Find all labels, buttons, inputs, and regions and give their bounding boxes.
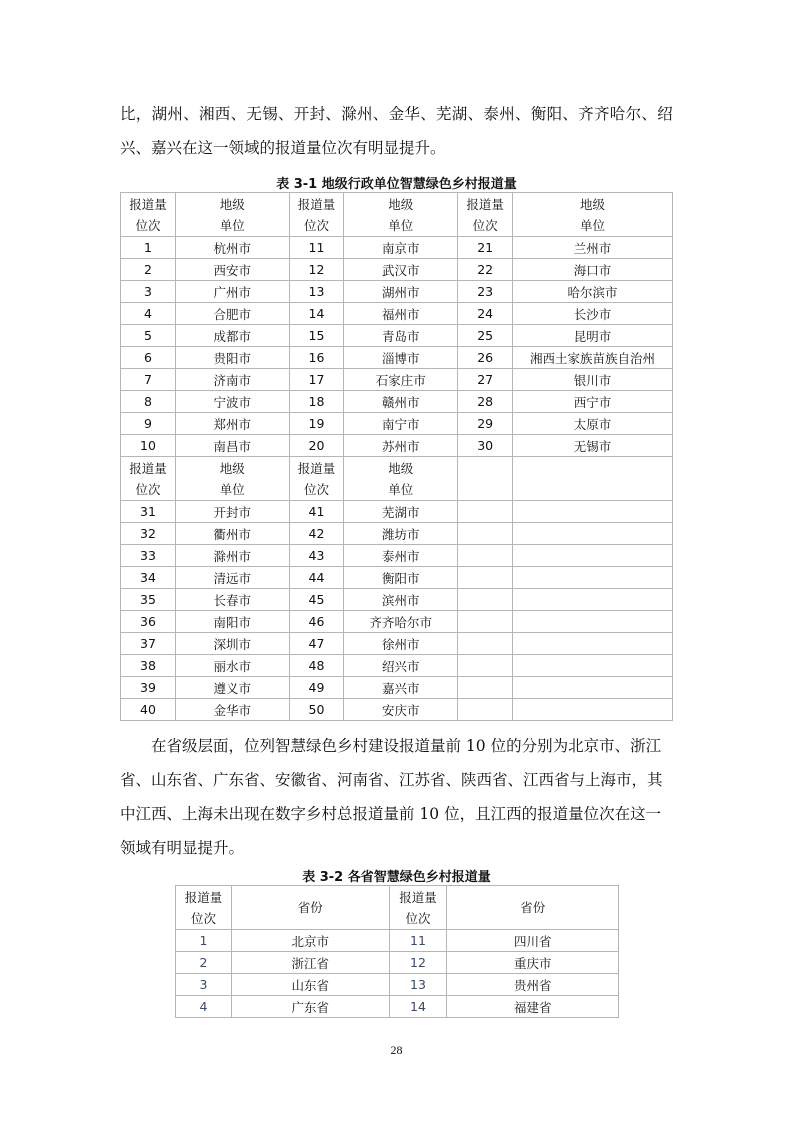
table-2-header-row (176, 886, 619, 930)
table-1-row (121, 655, 673, 677)
rank-cell: 1 (176, 930, 232, 952)
unit-name-cell: 滨州市 (344, 589, 458, 611)
rank-header (389, 886, 447, 930)
rank-cell: 3 (121, 281, 176, 303)
rank-cell: 18 (289, 391, 344, 413)
table-1-body (121, 193, 673, 721)
unit-name-cell: 湖州市 (344, 281, 458, 303)
rank-cell: 5 (121, 325, 176, 347)
unit-name-cell: 绍兴市 (344, 655, 458, 677)
unit-name-cell: 深圳市 (175, 633, 289, 655)
table-1-row (121, 259, 673, 281)
table-1-row (121, 391, 673, 413)
unit-header-line2: 单位 (388, 217, 414, 233)
unit-name-cell: 衢州市 (175, 523, 289, 545)
unit-name-cell: 金华市 (175, 699, 289, 721)
rank-cell: 16 (289, 347, 344, 369)
empty-cell (513, 699, 673, 721)
unit-name-cell: 郑州市 (175, 413, 289, 435)
province-cell: 四川省 (447, 930, 619, 952)
unit-name-cell: 泰州市 (344, 545, 458, 567)
paragraph-line: 省、山东省、广东省、安徽省、河南省、江苏省、陕西省、江西省与上海市，其 (120, 771, 663, 789)
rank-cell: 34 (121, 567, 176, 589)
rank-cell: 21 (458, 237, 513, 259)
unit-name-cell: 西安市 (175, 259, 289, 281)
rank-cell: 4 (176, 996, 232, 1018)
empty-cell (458, 655, 513, 677)
unit-header (175, 193, 289, 237)
table-1-row (121, 303, 673, 325)
rank-cell: 23 (458, 281, 513, 303)
rank-header-line1: 报道量 (129, 196, 167, 212)
paragraph-line: 比，湖州、湘西、无锡、开封、滁州、金华、芜湖、泰州、衡阳、齐齐哈尔、绍 (120, 105, 674, 123)
unit-name-cell: 成都市 (175, 325, 289, 347)
rank-cell: 36 (121, 611, 176, 633)
paragraph-line: 兴、嘉兴在这一领域的报道量位次有明显提升。 (120, 139, 446, 157)
rank-header-line1: 报道量 (466, 196, 504, 212)
empty-cell (458, 545, 513, 567)
paragraph-line: 领域有明显提升。 (120, 839, 245, 857)
unit-name-cell: 青岛市 (344, 325, 458, 347)
rank-header-line1: 报道量 (184, 889, 223, 905)
unit-header (344, 457, 458, 501)
table-2-row (176, 996, 619, 1018)
table-1-row (121, 237, 673, 259)
unit-header-line1: 地级 (219, 460, 245, 476)
rank-cell: 40 (121, 699, 176, 721)
rank-header-line1: 报道量 (297, 460, 336, 476)
rank-cell: 14 (289, 303, 344, 325)
unit-name-cell: 长沙市 (513, 303, 673, 325)
empty-cell (458, 589, 513, 611)
unit-name-cell: 安庆市 (344, 699, 458, 721)
rank-cell: 19 (289, 413, 344, 435)
unit-name-cell: 芜湖市 (344, 501, 458, 523)
rank-cell: 12 (289, 259, 344, 281)
rank-cell: 50 (289, 699, 344, 721)
table-1-row (121, 611, 673, 633)
rank-cell: 31 (121, 501, 176, 523)
table-1-row (121, 281, 673, 303)
rank-cell: 8 (121, 391, 176, 413)
empty-cell (458, 523, 513, 545)
unit-header-line2: 单位 (219, 217, 245, 233)
rank-cell: 43 (289, 545, 344, 567)
rank-cell: 15 (289, 325, 344, 347)
rank-header-line2: 位次 (135, 481, 161, 497)
empty-cell (458, 699, 513, 721)
rank-cell: 13 (389, 974, 447, 996)
table-2-body (176, 886, 619, 1018)
page-number: 28 (390, 1043, 403, 1057)
rank-header (121, 457, 176, 501)
unit-name-cell: 无锡市 (513, 435, 673, 457)
unit-name-cell: 嘉兴市 (344, 677, 458, 699)
unit-name-cell: 兰州市 (513, 237, 673, 259)
rank-cell: 44 (289, 567, 344, 589)
table-1-row (121, 347, 673, 369)
table-2-row (176, 974, 619, 996)
table-2-caption: 表 3-2 各省智慧绿色乡村报道量 (302, 870, 491, 885)
table-1-row (121, 567, 673, 589)
table-1-row (121, 435, 673, 457)
rank-cell: 14 (389, 996, 447, 1018)
rank-cell: 48 (289, 655, 344, 677)
rank-cell: 26 (458, 347, 513, 369)
rank-cell: 4 (121, 303, 176, 325)
unit-name-cell: 昆明市 (513, 325, 673, 347)
unit-name-cell: 合肥市 (175, 303, 289, 325)
unit-name-cell: 丽水市 (175, 655, 289, 677)
rank-cell: 17 (289, 369, 344, 391)
empty-cell (458, 457, 513, 501)
unit-name-cell: 滁州市 (175, 545, 289, 567)
table-1-row (121, 523, 673, 545)
table-1-header-row (121, 457, 673, 501)
rank-cell: 39 (121, 677, 176, 699)
rank-cell: 33 (121, 545, 176, 567)
rank-header-line2: 位次 (405, 910, 431, 926)
unit-name-cell: 宁波市 (175, 391, 289, 413)
paragraph-2 (120, 729, 676, 865)
table-1-row (121, 677, 673, 699)
unit-name-cell: 淄博市 (344, 347, 458, 369)
rank-cell: 24 (458, 303, 513, 325)
rank-header (121, 193, 176, 237)
unit-name-cell: 太原市 (513, 413, 673, 435)
rank-cell: 11 (289, 237, 344, 259)
province-cell: 浙江省 (231, 952, 389, 974)
province-header: 省份 (231, 886, 389, 930)
province-cell: 广东省 (231, 996, 389, 1018)
table-1-row (121, 325, 673, 347)
rank-cell: 46 (289, 611, 344, 633)
unit-name-cell: 杭州市 (175, 237, 289, 259)
unit-header-line1: 地级 (580, 196, 606, 212)
rank-cell: 13 (289, 281, 344, 303)
rank-cell: 10 (121, 435, 176, 457)
rank-cell: 7 (121, 369, 176, 391)
unit-header (344, 193, 458, 237)
unit-name-cell: 苏州市 (344, 435, 458, 457)
table-1-row (121, 413, 673, 435)
empty-cell (458, 501, 513, 523)
empty-cell (458, 677, 513, 699)
unit-name-cell: 湘西土家族苗族自治州 (513, 347, 673, 369)
unit-name-cell: 遵义市 (175, 677, 289, 699)
unit-name-cell: 开封市 (175, 501, 289, 523)
table-1-row (121, 589, 673, 611)
empty-cell (513, 457, 673, 501)
unit-header-line2: 单位 (219, 481, 245, 497)
province-cell: 北京市 (231, 930, 389, 952)
empty-cell (513, 655, 673, 677)
rank-header-line2: 位次 (303, 481, 329, 497)
rank-cell: 11 (389, 930, 447, 952)
empty-cell (513, 633, 673, 655)
unit-header-line1: 地级 (219, 196, 245, 212)
unit-name-cell: 南阳市 (175, 611, 289, 633)
rank-cell: 45 (289, 589, 344, 611)
rank-cell: 29 (458, 413, 513, 435)
unit-name-cell: 济南市 (175, 369, 289, 391)
unit-name-cell: 贵阳市 (175, 347, 289, 369)
unit-name-cell: 长春市 (175, 589, 289, 611)
empty-cell (513, 677, 673, 699)
table-1-row (121, 633, 673, 655)
table-1-row (121, 545, 673, 567)
paragraph-1 (120, 97, 676, 165)
table-1-row (121, 501, 673, 523)
rank-header-line2: 位次 (190, 910, 216, 926)
unit-name-cell: 南宁市 (344, 413, 458, 435)
table-1-row (121, 699, 673, 721)
unit-name-cell: 清远市 (175, 567, 289, 589)
province-cell: 重庆市 (447, 952, 619, 974)
empty-cell (513, 501, 673, 523)
rank-cell: 37 (121, 633, 176, 655)
rank-header (289, 193, 344, 237)
rank-header-line2: 位次 (303, 217, 329, 233)
province-header: 省份 (447, 886, 619, 930)
rank-header-line1: 报道量 (297, 196, 336, 212)
rank-header-line1: 报道量 (129, 460, 167, 476)
unit-name-cell: 南昌市 (175, 435, 289, 457)
paragraph-line: 在省级层面，位列智慧绿色乡村建设报道量前 10 位的分别为北京市、浙江 (151, 737, 662, 755)
table-1-caption: 表 3-1 地级行政单位智慧绿色乡村报道量 (276, 177, 517, 192)
rank-cell: 12 (389, 952, 447, 974)
unit-name-cell: 西宁市 (513, 391, 673, 413)
unit-header-line1: 地级 (388, 460, 414, 476)
rank-cell: 30 (458, 435, 513, 457)
rank-cell: 42 (289, 523, 344, 545)
rank-cell: 35 (121, 589, 176, 611)
empty-cell (458, 567, 513, 589)
rank-cell: 20 (289, 435, 344, 457)
rank-header-line1: 报道量 (399, 889, 437, 905)
table-2 (175, 885, 619, 1018)
rank-cell: 2 (176, 952, 232, 974)
rank-cell: 47 (289, 633, 344, 655)
table-1 (120, 192, 673, 721)
unit-name-cell: 武汉市 (344, 259, 458, 281)
table-2-row (176, 930, 619, 952)
unit-name-cell: 徐州市 (344, 633, 458, 655)
rank-cell: 22 (458, 259, 513, 281)
rank-cell: 25 (458, 325, 513, 347)
unit-name-cell: 衡阳市 (344, 567, 458, 589)
empty-cell (513, 523, 673, 545)
rank-cell: 3 (176, 974, 232, 996)
province-cell: 福建省 (447, 996, 619, 1018)
unit-name-cell: 银川市 (513, 369, 673, 391)
rank-cell: 1 (121, 237, 176, 259)
unit-name-cell: 福州市 (344, 303, 458, 325)
rank-header-line2: 位次 (472, 217, 498, 233)
unit-header-line1: 地级 (388, 196, 414, 212)
empty-cell (513, 589, 673, 611)
empty-cell (513, 545, 673, 567)
unit-header-line2: 单位 (388, 481, 414, 497)
unit-name-cell: 潍坊市 (344, 523, 458, 545)
unit-name-cell: 赣州市 (344, 391, 458, 413)
rank-cell: 6 (121, 347, 176, 369)
unit-name-cell: 海口市 (513, 259, 673, 281)
rank-header (289, 457, 344, 501)
province-cell: 贵州省 (447, 974, 619, 996)
rank-cell: 27 (458, 369, 513, 391)
rank-cell: 49 (289, 677, 344, 699)
unit-name-cell: 哈尔滨市 (513, 281, 673, 303)
unit-name-cell: 石家庄市 (344, 369, 458, 391)
rank-cell: 9 (121, 413, 176, 435)
rank-cell: 38 (121, 655, 176, 677)
rank-header-line2: 位次 (135, 217, 161, 233)
table-2-row (176, 952, 619, 974)
empty-cell (513, 567, 673, 589)
unit-header (175, 457, 289, 501)
empty-cell (458, 633, 513, 655)
table-1-row (121, 369, 673, 391)
rank-header (458, 193, 513, 237)
paragraph-line: 中江西、上海未出现在数字乡村总报道量前 10 位，且江西的报道量位次在这一 (120, 805, 662, 823)
unit-header-line2: 单位 (580, 217, 606, 233)
unit-name-cell: 齐齐哈尔市 (344, 611, 458, 633)
rank-cell: 28 (458, 391, 513, 413)
empty-cell (458, 611, 513, 633)
unit-name-cell: 广州市 (175, 281, 289, 303)
rank-cell: 2 (121, 259, 176, 281)
table-1-header-row (121, 193, 673, 237)
province-cell: 山东省 (231, 974, 389, 996)
rank-cell: 41 (289, 501, 344, 523)
empty-cell (513, 611, 673, 633)
unit-header (513, 193, 673, 237)
unit-name-cell: 南京市 (344, 237, 458, 259)
rank-header (176, 886, 232, 930)
rank-cell: 32 (121, 523, 176, 545)
